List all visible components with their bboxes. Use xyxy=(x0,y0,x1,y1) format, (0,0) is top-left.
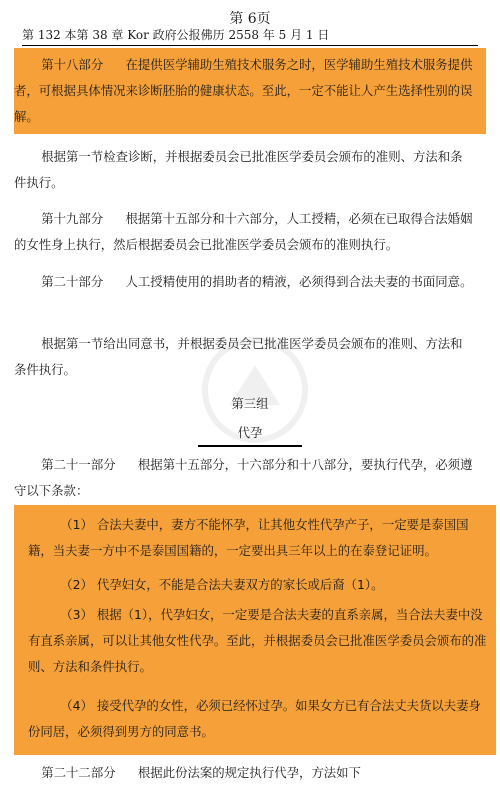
list-item-1: （1） 合法夫妻中，妻方不能怀孕，让其他女性代孕产子，一定要是泰国国籍，当夫妻一方中不是泰国国籍的，一定要出具三年以上的在泰登记证明。 xyxy=(28,517,469,558)
part-18-label: 第十八部分 xyxy=(41,57,104,72)
list-item-2: （2） 代孕妇女，不能是合法夫妻双方的家长或后裔（1）。 xyxy=(60,577,384,592)
paragraph-part-21 xyxy=(14,452,474,504)
running-header: 第 132 本第 38 章 Kor 政府公报佛历 2558 年 5 月 1 日 xyxy=(22,26,478,46)
page-number: 第 6页 xyxy=(229,11,271,27)
part-19-text: 根据第十五部分和十六部分，人工授精，必须在已取得合法婚姻的女性身上执行，然后根据委员会已批准医学委员会颁布的准则执行。 xyxy=(14,211,473,252)
paragraph-part-20 xyxy=(14,269,474,295)
section-title: 第三组 xyxy=(231,396,269,411)
part-20-text: 人工授精使用的捐助者的精液，必须得到合法夫妻的书面同意。 xyxy=(125,274,473,289)
paragraph-part-19 xyxy=(14,206,474,258)
paragraph-part-18-clause: 根据第一节检查诊断，并根据委员会已批准医学委员会颁布的准则、方法和条件执行。 xyxy=(14,149,463,190)
part-22-label: 第二十二部分 xyxy=(41,765,116,780)
section-subtitle: 代孕 xyxy=(237,425,263,440)
list-item-3: （3） 根据（1），代孕妇女，一定要是合法夫妻的直系亲属，当合法夫妻中没有直系亲属，可以让其他女性代孕。至此，并根据委员会已批准医学委员会颁布的准则、方法和条件执行。 xyxy=(28,607,487,674)
list-item-4: （4） 接受代孕的女性，必须已经怀过孕。如果女方已有合法丈夫货以夫妻身份同居，必须得到男方的同意书。 xyxy=(28,698,481,739)
part-18-text: 在提供医学辅助生殖技术服务之时，医学辅助生殖技术服务提供者，可根据具体情况来诊断胚胎的健康状态。至此，一定不能让人产生选择性别的误解。 xyxy=(14,57,473,124)
paragraph-part-18 xyxy=(14,52,474,130)
subtitle-underline xyxy=(198,445,302,447)
part-21-label: 第二十一部分 xyxy=(41,457,116,472)
paragraph-part-20-clause: 根据第一节给出同意书，并根据委员会已批准医学委员会颁布的准则、方法和条件执行。 xyxy=(14,336,463,377)
part-21-text: 根据第十五部分，十六部分和十八部分，要执行代孕，必须遵守以下条款： xyxy=(14,457,473,498)
part-22-text: 根据此份法案的规定执行代孕，方法如下 xyxy=(137,765,361,780)
part-19-label: 第十九部分 xyxy=(41,211,104,226)
paragraph-part-22 xyxy=(14,760,474,786)
part-20-label: 第二十部分 xyxy=(41,274,104,289)
